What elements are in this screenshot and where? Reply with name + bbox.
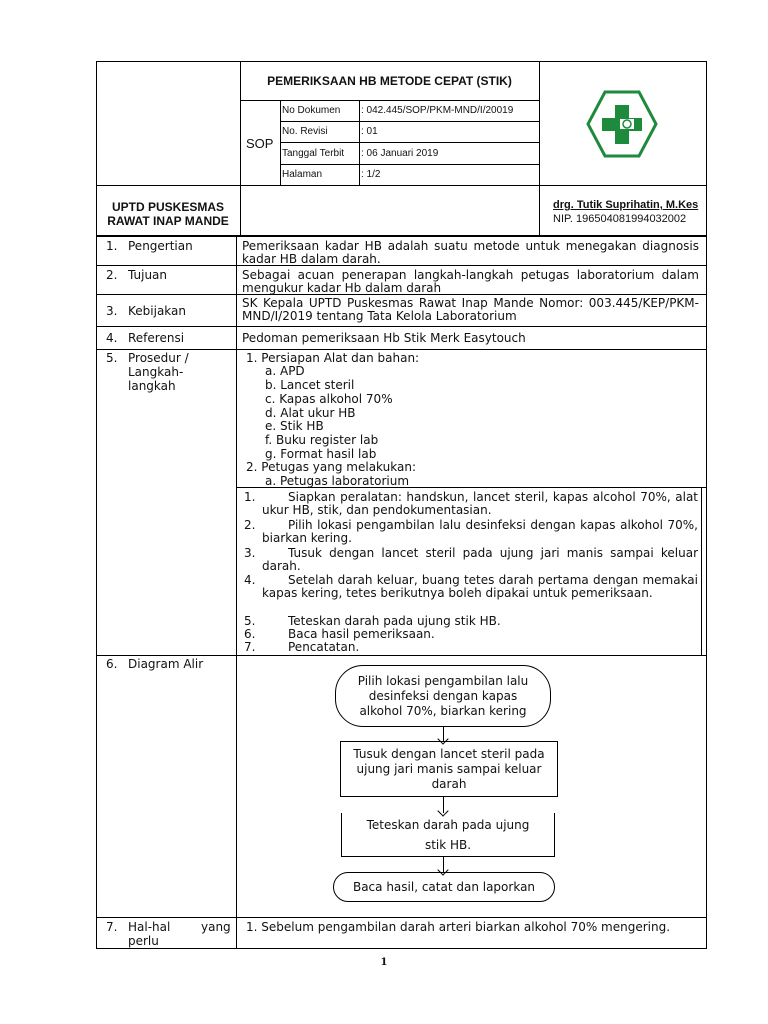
section-7-label-word3: perlu	[128, 934, 159, 948]
section-5-label-line2: Langkah-	[128, 365, 184, 379]
step-text: Baca hasil pemeriksaan.	[288, 627, 435, 641]
tool-item: c. Kapas alkohol 70%	[265, 392, 393, 406]
flow-end-terminal: Baca hasil, catat dan laporkan	[333, 872, 555, 902]
prosedur-item-1: 1. Persiapan Alat dan bahan:	[246, 351, 420, 365]
section-5-label-line1: Prosedur /	[128, 351, 189, 365]
meta-value-no-revisi: : 01	[361, 126, 378, 137]
step-text: Setelah darah keluar, buang tetes darah pertama dengan memakai kapas kering, tetes berikutnya boleh dipakai untuk pemeriksaan.	[262, 573, 698, 600]
step-number: 3.	[244, 546, 256, 560]
meta-value-halaman: : 1/2	[361, 169, 381, 180]
org-name-line1: UPTD PUSKESMAS	[111, 200, 224, 214]
section-2-text: Sebagai acuan penerapan langkah-langkah petugas laboratorium dalam mengukur kadar Hb dalam darah	[242, 268, 699, 295]
meta-value-no-dokumen: : 042.445/SOP/PKM-MND/I/20019	[361, 105, 514, 116]
step-number: 5.	[244, 614, 256, 628]
section-3-label: Kebijakan	[128, 304, 186, 318]
section-7-label-word2: yang	[201, 920, 231, 934]
section-7-label-word1: Hal-hal	[128, 920, 171, 934]
signer-name: drg. Tutik Suprihatin, M.Kes	[553, 199, 699, 211]
meta-label-tanggal-terbit: Tanggal Terbit	[282, 148, 345, 159]
step-number: 7.	[244, 640, 256, 654]
step-number: 6.	[244, 627, 256, 641]
puskesmas-logo	[585, 89, 659, 159]
step-text: Pencatatan.	[288, 640, 360, 654]
section-2-label: Tujuan	[128, 268, 168, 282]
section-7-number: 7.	[106, 920, 118, 934]
step-text: Pilih lokasi pengambilan lalu desinfeksi dengan kapas alkohol 70%, biarkan kering.	[262, 518, 698, 545]
flow-process-box: Teteskan darah pada ujung stik HB.	[341, 813, 555, 857]
step-text: Siapkan peralatan: handskun, lancet steril, kapas alcohol 70%, alat ukur HB, stik, dan pendokumentasian.	[262, 490, 698, 517]
section-2-number: 2.	[106, 268, 118, 282]
flow-arrow	[443, 727, 444, 741]
tool-item: a. APD	[265, 364, 305, 378]
section-1-label: Pengertian	[128, 239, 193, 253]
tool-item: d. Alat ukur HB	[265, 406, 356, 420]
section-3-text: SK Kepala UPTD Puskesmas Rawat Inap Mande Nomor: 003.445/KEP/PKM-MND/I/2019 tentang Tata Kelola Laboratorium	[242, 296, 699, 323]
step-number: 4.	[244, 573, 256, 587]
step-number: 1.	[244, 490, 256, 504]
meta-value-tanggal-terbit: : 06 Januari 2019	[361, 148, 439, 159]
section-6-label: Diagram Alir	[128, 657, 204, 671]
section-5-number: 5.	[106, 351, 118, 365]
section-4-text: Pedoman pemeriksaan Hb Stik Merk Easytouch	[242, 331, 526, 345]
section-5-label-line3: langkah	[128, 379, 176, 393]
tool-item: e. Stik HB	[265, 419, 324, 433]
tool-item: b. Lancet steril	[265, 378, 355, 392]
section-1-text: Pemeriksaan kadar HB adalah suatu metode untuk menegakan diagnosis kadar HB dalam darah.	[242, 239, 699, 266]
step-text: Teteskan darah pada ujung stik HB.	[288, 614, 501, 628]
flow-start-terminal: Pilih lokasi pengambilan lalu desinfeksi dengan kapas alkohol 70%, biarkan kering	[335, 665, 551, 727]
sop-label: SOP	[246, 136, 274, 151]
section-4-number: 4.	[106, 331, 118, 345]
flow-arrow	[443, 797, 444, 813]
step-text: Tusuk dengan lancet steril pada ujung jari manis sampai keluar darah.	[262, 546, 698, 573]
tool-item: f. Buku register lab	[265, 433, 379, 447]
section-7-text: 1. Sebelum pengambilan darah arteri biarkan alkohol 70% mengering.	[246, 920, 671, 934]
section-4-label: Referensi	[128, 331, 185, 345]
prosedur-item-2: 2. Petugas yang melakukan:	[246, 460, 416, 474]
meta-label-no-revisi: No. Revisi	[282, 126, 328, 137]
section-1-number: 1.	[106, 239, 118, 253]
staff-item: a. Petugas laboratorium	[265, 474, 410, 488]
flow-process-box: Tusuk dengan lancet steril pada ujung jari manis sampai keluar darah	[340, 741, 558, 797]
section-3-number: 3.	[106, 304, 118, 318]
document-title: PEMERIKSAAN HB METODE CEPAT (STIK)	[267, 74, 512, 88]
page-number: 1	[380, 957, 388, 968]
section-6-number: 6.	[106, 657, 118, 671]
signer-nip: NIP. 196504081994032002	[553, 213, 687, 225]
meta-label-no-dokumen: No Dokumen	[282, 105, 341, 116]
meta-label-halaman: Halaman	[282, 169, 323, 180]
org-name-line2: RAWAT INAP MANDE	[107, 214, 229, 228]
flow-arrow	[443, 857, 444, 872]
step-number: 2.	[244, 518, 256, 532]
tool-item: g. Format hasil lab	[265, 447, 377, 461]
